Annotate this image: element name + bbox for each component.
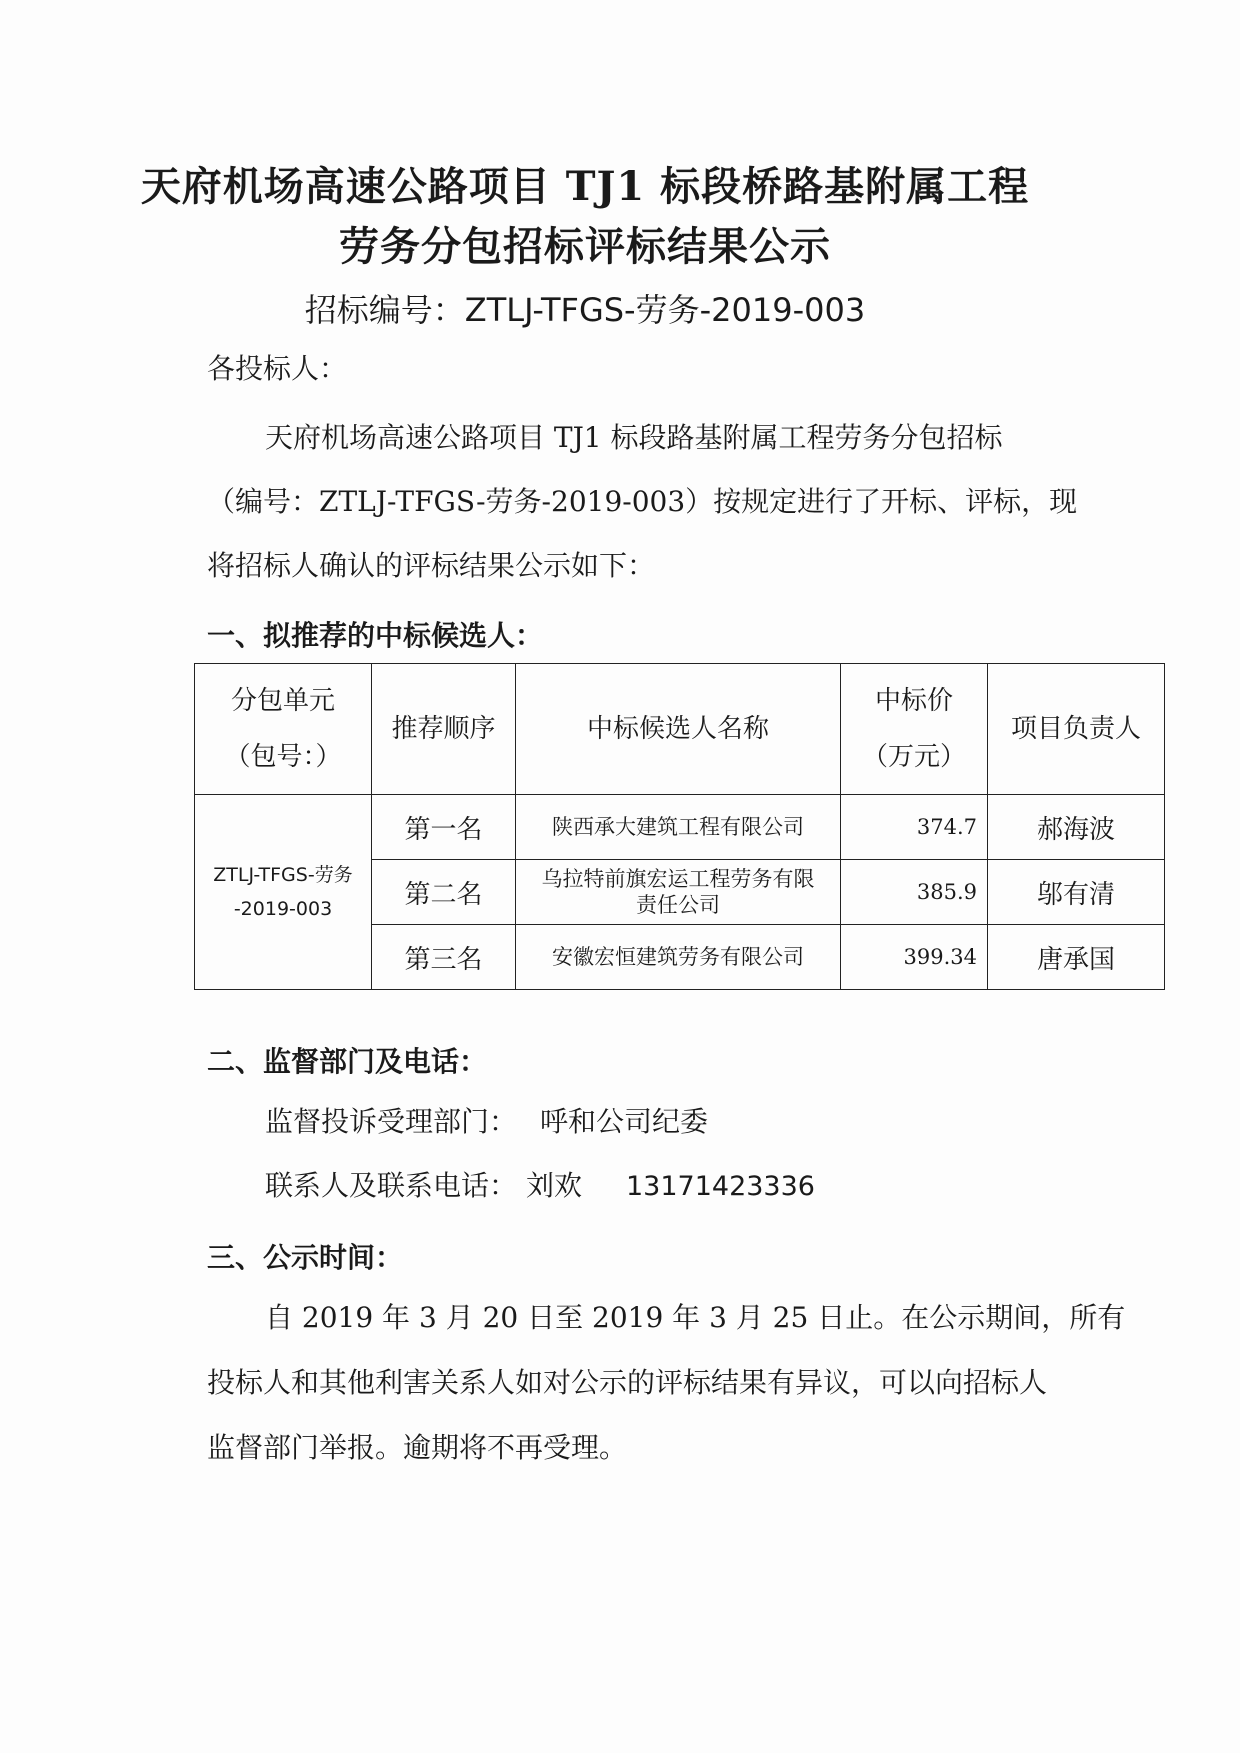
document-title-line-2: 劳务分包招标评标结果公示	[339, 223, 831, 270]
section-3-heading: 三、公示时间：	[207, 1241, 404, 1274]
header-manager: 项目负责人	[988, 664, 1165, 795]
contact-phone: 13171423336	[626, 1171, 815, 1202]
package-line-1: ZTLJ-TFGS-劳务	[213, 864, 353, 886]
candidates-table	[194, 663, 1165, 990]
package-cell	[195, 795, 372, 990]
header-price-line-2: （万元）	[861, 742, 966, 772]
header-candidate: 中标候选人名称	[516, 664, 841, 795]
price-cell: 399.34	[841, 925, 988, 990]
candidate-name: 乌拉特前旗宏运工程劳务有限	[541, 867, 815, 891]
manager-cell: 邬有清	[988, 860, 1165, 925]
supervision-department-value: 呼和公司纪委	[540, 1105, 709, 1138]
section-2-heading: 二、监督部门及电话：	[207, 1045, 488, 1078]
salutation: 各投标人：	[207, 352, 348, 385]
header-package-line-2: （包号：）	[224, 742, 342, 772]
intro-line-2: （编号：ZTLJ-TFGS-劳务-2019-003）按规定进行了开标、评标，现	[207, 485, 1078, 518]
candidate-cell	[516, 860, 841, 925]
header-price	[841, 664, 988, 795]
notice-period-line-1: 自 2019 年 3 月 20 日至 2019 年 3 月 25 日止。在公示期间，所有	[265, 1301, 1126, 1334]
manager-cell: 郝海波	[988, 795, 1165, 860]
candidate-name-line-2: 责任公司	[636, 893, 720, 917]
notice-period-line-2: 投标人和其他利害关系人如对公示的评标结果有异议，可以向招标人	[207, 1366, 1048, 1399]
manager-cell: 唐承国	[988, 925, 1165, 990]
notice-period-line-3: 监督部门举报。逾期将不再受理。	[207, 1431, 628, 1464]
bid-number: 招标编号：ZTLJ-TFGS-劳务-2019-003	[304, 291, 866, 329]
header-price-line-1: 中标价	[874, 686, 953, 716]
price-cell: 374.7	[841, 795, 988, 860]
candidate-cell	[516, 925, 841, 990]
document-title-line-1: 天府机场高速公路项目 TJ1 标段桥路基附属工程	[140, 163, 1030, 210]
rank-cell: 第一名	[372, 795, 516, 860]
section-1-heading: 一、拟推荐的中标候选人：	[207, 619, 544, 652]
candidate-cell	[516, 795, 841, 860]
contact-label: 联系人及联系电话：	[265, 1169, 518, 1202]
contact-name: 刘欢	[526, 1169, 583, 1202]
intro-line-1: 天府机场高速公路项目 TJ1 标段路基附属工程劳务分包招标	[265, 421, 1003, 454]
supervision-department-label: 监督投诉受理部门：	[265, 1105, 518, 1138]
price-cell: 385.9	[841, 860, 988, 925]
header-rank: 推荐顺序	[372, 664, 516, 795]
header-package-line-1: 分包单元	[230, 686, 335, 716]
table-header-row	[195, 664, 1165, 795]
rank-cell: 第三名	[372, 925, 516, 990]
intro-line-3: 将招标人确认的评标结果公示如下：	[207, 549, 656, 582]
header-package	[195, 664, 372, 795]
rank-cell: 第二名	[372, 860, 516, 925]
table-row	[195, 795, 1165, 860]
candidate-name: 陕西承大建筑工程有限公司	[552, 815, 804, 839]
package-line-2: -2019-003	[233, 898, 333, 920]
candidate-name: 安徽宏恒建筑劳务有限公司	[552, 945, 804, 969]
